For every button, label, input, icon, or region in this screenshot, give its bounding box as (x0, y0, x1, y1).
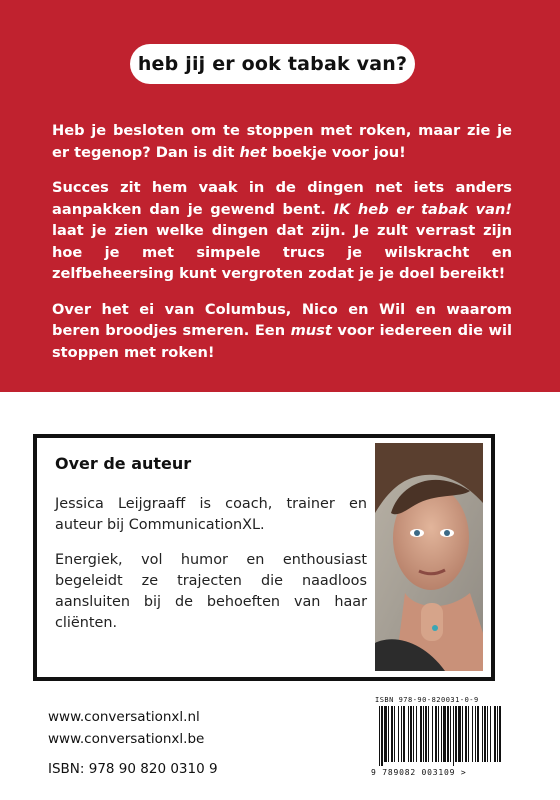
author-bio-paragraph-1: Jessica Leijgraaff is coach, trainer en auteur bij CommunicationXL. (55, 496, 367, 533)
heading-pill: heb jij er ook tabak van? (130, 44, 415, 84)
author-bio (55, 494, 367, 648)
barcode-bar (472, 706, 473, 762)
barcode-bar (462, 706, 463, 762)
barcode-header: ISBN 978-90-820031-0-9 (375, 696, 479, 704)
blurb-paragraph-2: Succes zit hem vaak in de dingen net iets anders aanpakken dan je gewend bent. IK heb er tabak van! laat je zien welke dingen dat zijn. Je zult verrast zijn hoe je met simpele trucs je wilskracht en zelfbeheersing kunt vergroten zodat je je doel bereikt! (52, 179, 512, 282)
website-link[interactable]: www.conversationxl.nl (48, 709, 200, 725)
barcode-bar (398, 706, 399, 762)
barcode-bars (377, 706, 505, 766)
blurb-panel (0, 0, 560, 392)
barcode-bar (391, 706, 393, 762)
website-links (48, 706, 204, 750)
barcode-bar (416, 706, 417, 762)
barcode-bar (432, 706, 433, 762)
blurb-paragraph-1: Heb je besloten om te stoppen met roken, maar zie je er tegenop? Dan is dit het boekje voor jou! (52, 122, 512, 161)
barcode-bar (423, 706, 424, 762)
barcode-bar (482, 706, 483, 762)
barcode-bar (447, 706, 449, 762)
barcode-bar (435, 706, 437, 762)
barcode-bar (494, 706, 496, 762)
barcode-bar (384, 706, 387, 762)
barcode-bar (475, 706, 476, 762)
barcode-bar (453, 706, 454, 766)
barcode-bar (379, 706, 380, 766)
barcode-bar (401, 706, 402, 762)
barcode-bar (490, 706, 491, 762)
barcode-bar (410, 706, 412, 762)
barcode (371, 694, 509, 782)
author-bio-paragraph-2: Energiek, vol humor en enthousiast begeleidt ze trajecten die naadloos aansluiten bij de behoeften van haar cliënten. (55, 552, 367, 631)
barcode-digits: 9 789082 003109 > (371, 768, 467, 777)
author-photo (375, 443, 483, 671)
barcode-bar (497, 706, 498, 762)
barcode-bar (450, 706, 451, 762)
barcode-bar (443, 706, 446, 762)
barcode-bar (487, 706, 488, 762)
barcode-bar (425, 706, 427, 762)
barcode-bar (468, 706, 469, 762)
barcode-bar (413, 706, 414, 762)
barcode-bar (458, 706, 461, 762)
barcode-bar (420, 706, 422, 762)
barcode-bar (499, 706, 501, 762)
website-link[interactable]: www.conversationxl.be (48, 731, 205, 747)
barcode-bar (438, 706, 439, 762)
barcode-bar (381, 706, 383, 766)
barcode-bar (408, 706, 409, 762)
barcode-bar (465, 706, 467, 762)
author-box (33, 434, 495, 681)
barcode-bar (455, 706, 457, 762)
blurb-text (52, 120, 512, 377)
barcode-bar (388, 706, 389, 762)
barcode-bar (394, 706, 395, 762)
barcode-bar (403, 706, 405, 762)
isbn-text: ISBN: 978 90 820 0310 9 (48, 761, 218, 777)
barcode-bar (428, 706, 429, 762)
barcode-bar (484, 706, 486, 762)
barcode-bar (477, 706, 479, 762)
barcode-bar (441, 706, 442, 762)
blurb-paragraph-3: Over het ei van Columbus, Nico en Wil en waarom beren broodjes smeren. Een must voor iedereen die wil stoppen met roken! (52, 300, 512, 361)
author-title: Over de auteur (55, 454, 192, 473)
